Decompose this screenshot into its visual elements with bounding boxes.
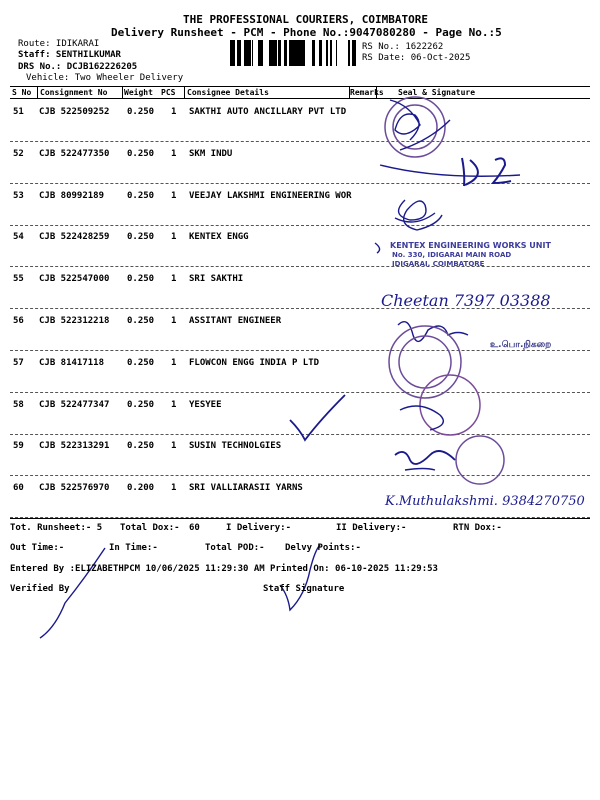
row-sno: 53	[13, 190, 24, 201]
row-consignment-no: CJB 522576970	[39, 483, 110, 494]
row-consignment-no: CJB 522509252	[39, 107, 110, 117]
col-sno: S No	[12, 88, 32, 97]
row-pcs: 1	[171, 316, 177, 326]
row-consignee: FLOWCON ENGG INDIA P LTD	[189, 357, 320, 368]
row-sno: 52	[13, 148, 24, 159]
row-pcs: 1	[171, 483, 177, 494]
row-pcs: 1	[171, 148, 177, 159]
ii-delivery: II Delivery:-	[336, 523, 407, 533]
row-weight: 0.250	[127, 316, 155, 326]
row-consignment-no: CJB 522313291	[39, 441, 110, 452]
row-weight: 0.200	[127, 483, 155, 494]
row-consignee: SRI SAKTHI	[189, 274, 244, 285]
row-consignment-no: CJB 522428259	[39, 232, 110, 243]
row-consignment-no: CJB 81417118	[39, 357, 105, 368]
seal-stamp-row59	[395, 436, 504, 484]
rtn-dox: RTN Dox:-	[453, 523, 502, 533]
col-weight: Weight	[124, 88, 153, 97]
row-pcs: 1	[171, 399, 177, 410]
row-consignee: YESYEE	[189, 399, 222, 410]
drs-label: DRS No.: DCJB162226205	[18, 62, 138, 72]
signature-row52	[380, 158, 520, 186]
row-pcs: 1	[171, 107, 177, 117]
col-consignment: Consignment No	[40, 88, 108, 97]
delvy-points: Delvy Points:-	[285, 543, 361, 553]
row-consignee: SAKTHI AUTO ANCILLARY PVT LTD	[189, 107, 347, 117]
col-pcs: PCS	[161, 88, 176, 97]
signature-row53	[395, 200, 442, 230]
out-time: Out Time:-	[10, 543, 65, 553]
stamp-row56-text: உ.பொ.நிகறை	[490, 340, 552, 350]
row-weight: 0.250	[127, 107, 155, 117]
row-sno: 56	[13, 316, 24, 326]
row-consignee: SKM INDU	[189, 148, 233, 159]
company-title: THE PROFESSIONAL COURIERS, COIMBATORE	[183, 13, 429, 26]
row-sno: 51	[13, 107, 24, 117]
row-weight: 0.250	[127, 190, 155, 201]
row-consignment-no: CJB 522477347	[39, 399, 110, 410]
in-time: In Time:-	[109, 543, 158, 553]
row-weight: 0.250	[127, 274, 155, 285]
total-pod: Total POD:-	[205, 543, 265, 553]
runsheet-subtitle: Delivery Runsheet - PCM - Phone No.:9047080280 - Page No.:5	[111, 26, 502, 39]
i-delivery: I Delivery:-	[226, 523, 292, 533]
handwriting-row55: Cheetan 7397 03388	[381, 291, 551, 310]
total-dox-value: 60	[189, 523, 200, 533]
seal-stamp-row51	[385, 97, 450, 157]
rs-date: RS Date: 06-Oct-2025	[362, 53, 471, 63]
entered-by: Entered By :ELIZABETHPCM 10/06/2025 11:29:30 AM	[10, 564, 265, 574]
row-weight: 0.250	[127, 441, 155, 452]
row-consignee: KENTEX ENGG	[189, 232, 249, 243]
route-label: Route: IDIKARAI	[18, 39, 100, 49]
row-sno: 54	[13, 232, 24, 243]
printed-on: Printed On: 06-10-2025 11:29:53	[270, 564, 438, 574]
handwriting-row60: K.Muthulakshmi. 9384270750	[385, 494, 585, 509]
row-pcs: 1	[171, 274, 177, 285]
stamp-kentex-line2: No. 330, IDIGARAI MAIN ROAD	[392, 251, 512, 259]
row-consignment-no: CJB 80992189	[39, 190, 105, 201]
staff-signature-label: Staff Signature	[263, 584, 345, 594]
seal-stamp-row54	[375, 241, 551, 268]
row-consignment-no: CJB 522547000	[39, 274, 110, 285]
stamp-kentex-line1: KENTEX ENGINEERING WORKS UNIT	[390, 241, 551, 250]
row-sno: 57	[13, 357, 24, 368]
row-weight: 0.250	[127, 399, 155, 410]
vehicle-label: Vehicle: Two Wheeler Delivery	[26, 73, 184, 83]
verified-by: Verified By	[10, 584, 70, 594]
row-consignee: SRI VALLIARASII YARNS	[189, 483, 303, 494]
staff-label: Staff: SENTHILKUMAR	[18, 50, 121, 60]
row-consignee: SUSIN TECHNOLGIES	[189, 441, 282, 452]
staff-signature-mark	[280, 545, 320, 610]
row-weight: 0.250	[127, 232, 155, 243]
total-dox-label: Total Dox:-	[120, 523, 180, 533]
col-remarks: Remarks	[350, 88, 384, 97]
row-sno: 55	[13, 274, 24, 285]
col-consignee: Consignee Details	[187, 88, 269, 97]
row-pcs: 1	[171, 441, 177, 452]
row-consignment-no: CJB 522477350	[39, 148, 110, 159]
row-consignee: VEEJAY LAKSHMI ENGINEERING WOR	[189, 190, 352, 201]
row-pcs: 1	[171, 232, 177, 243]
row-pcs: 1	[171, 190, 177, 201]
checkmark-row58	[290, 395, 345, 440]
tot-runsheet: Tot. Runsheet:- 5	[10, 523, 103, 533]
row-pcs: 1	[171, 357, 177, 368]
row-consignment-no: CJB 522312218	[39, 316, 110, 326]
row-weight: 0.250	[127, 357, 155, 368]
row-weight: 0.250	[127, 148, 155, 159]
rs-no: RS No.: 1622262	[362, 42, 444, 52]
stamp-kentex-line3: IDIGARAI, COIMBATORE	[392, 260, 485, 268]
row-consignee: ASSITANT ENGINEER	[189, 316, 282, 326]
row-sno: 60	[13, 483, 24, 494]
row-sno: 58	[13, 399, 24, 410]
row-sno: 59	[13, 441, 24, 452]
col-seal-signature: Seal & Signature	[398, 88, 476, 97]
